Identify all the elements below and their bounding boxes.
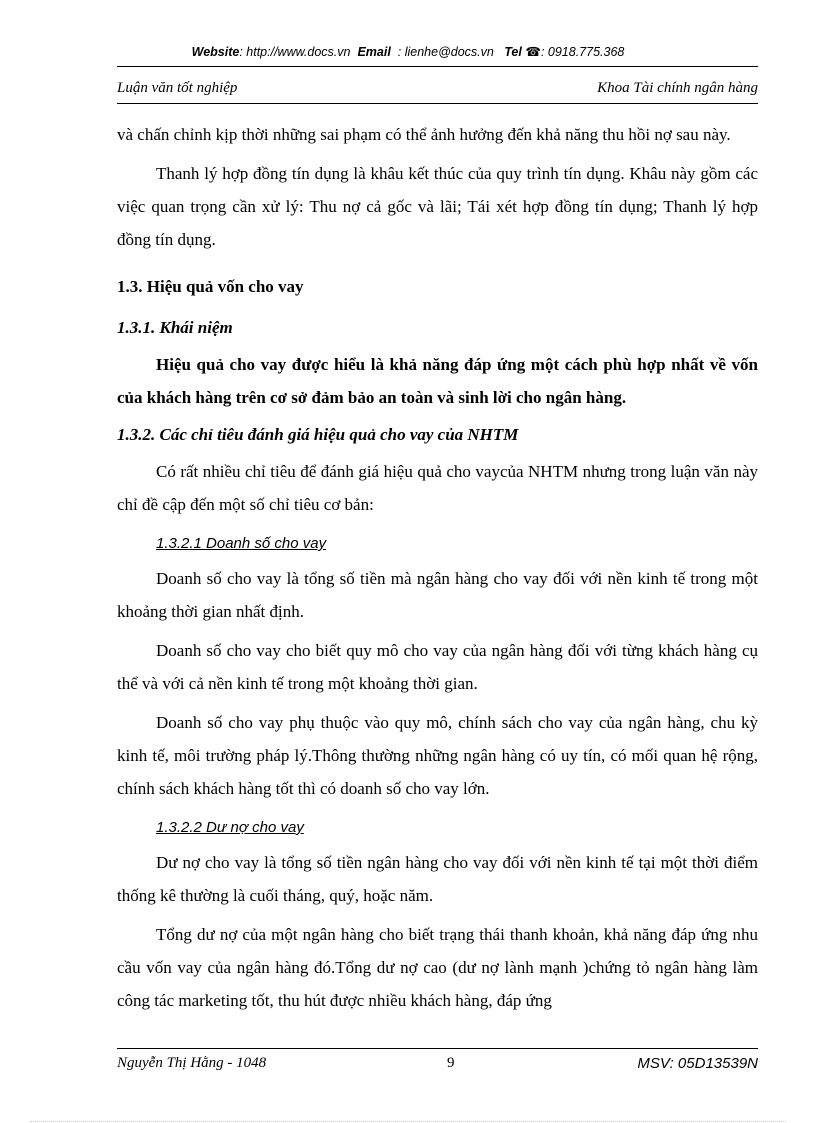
subsection-heading-1-3-2-2: 1.3.2.2 Dư nợ cho vay	[156, 819, 304, 836]
paragraph-8: Dư nợ cho vay là tổng số tiền ngân hàng cho vay đối với nền kinh tế tại một thời điểm thống kê thường là cuối tháng, quý, hoặc năm.	[117, 853, 758, 905]
subsection-heading-1-3-2-1: 1.3.2.1 Doanh số cho vay	[156, 535, 327, 552]
paragraph-3: Hiệu quả cho vay được hiểu là khả năng đáp ứng một cách phù hợp nhất về vốn của khách hàng trên cơ sở đảm bảo an toàn và sinh lời cho ngân hàng.	[117, 355, 758, 407]
page-header	[117, 80, 758, 97]
website-label: Website	[191, 45, 240, 59]
paragraph-9: Tổng dư nợ của một ngân hàng cho biết trạng thái thanh khoản, khả năng đáp ứng nhu cầu vốn vay của ngân hàng đó.Tổng dư nợ cao (dư nợ lành mạnh )chứng tỏ ngân hàng làm công tác marketing tốt, thu hút được nhiều khách hàng, đáp ứng	[117, 925, 758, 1010]
header-right: Khoa Tài chính ngân hàng	[597, 80, 758, 96]
phone-icon: ☎	[525, 45, 541, 59]
page-footer	[117, 1055, 758, 1072]
header-divider	[117, 103, 758, 104]
paragraph-7: Doanh số cho vay phụ thuộc vào quy mô, chính sách cho vay của ngân hàng, chu kỳ kinh tế, môi trường pháp lý.Thông thường những ngân hàng có uy tín, có mối quan hệ rộng, chính sách khách hàng tốt thì có doanh số cho vay lớn.	[117, 713, 758, 798]
section-heading-1-3-1: 1.3.1. Khái niệm	[117, 318, 233, 337]
section-heading-1-3: 1.3. Hiệu quả vốn cho vay	[117, 277, 304, 296]
website-url[interactable]: : http://www.docs.vn	[239, 45, 351, 59]
website-divider	[117, 66, 758, 67]
email-label: Email	[357, 45, 391, 59]
header-left: Luận văn tốt nghiệp	[117, 80, 238, 96]
tel-number: : 0918.775.368	[540, 45, 625, 59]
paragraph-2: Thanh lý hợp đồng tín dụng là khâu kết thúc của quy trình tín dụng. Khâu này gồm các việc quan trọng cần xử lý: Thu nợ cả gốc và lãi; Tái xét hợp đồng tín dụng; Thanh lý hợp đồng tín dụng.	[117, 164, 758, 249]
document-body	[117, 118, 758, 1017]
paragraph-6: Doanh số cho vay cho biết quy mô cho vay của ngân hàng đối với từng khách hàng cụ thể và với cả nền kinh tế trong một khoảng thời gian.	[117, 641, 758, 693]
page-number: 9	[447, 1055, 455, 1071]
student-id: MSV: 05D13539N	[637, 1055, 758, 1072]
section-heading-1-3-2: 1.3.2. Các chỉ tiêu đánh giá hiệu quả cho vay của NHTM	[117, 425, 519, 444]
paragraph-1: và chấn chỉnh kịp thời những sai phạm có thể ảnh hưởng đến khả năng thu hồi nợ sau này.	[117, 125, 731, 144]
email-address[interactable]: : lienhe@docs.vn	[397, 45, 494, 59]
paragraph-4: Có rất nhiều chỉ tiêu để đánh giá hiệu quả cho vaycủa NHTM nhưng trong luận văn này chỉ đề cập đến một số chỉ tiêu cơ bản:	[117, 462, 758, 514]
page-bottom-edge	[30, 1121, 786, 1122]
tel-label: Tel	[504, 45, 522, 59]
footer-author: Nguyễn Thị Hằng - 1048	[117, 1055, 267, 1071]
paragraph-5: Doanh số cho vay là tổng số tiền mà ngân hàng cho vay đối với nền kinh tế trong một khoảng thời gian nhất định.	[117, 569, 758, 621]
footer-divider	[117, 1048, 758, 1049]
website-bar	[0, 44, 816, 59]
